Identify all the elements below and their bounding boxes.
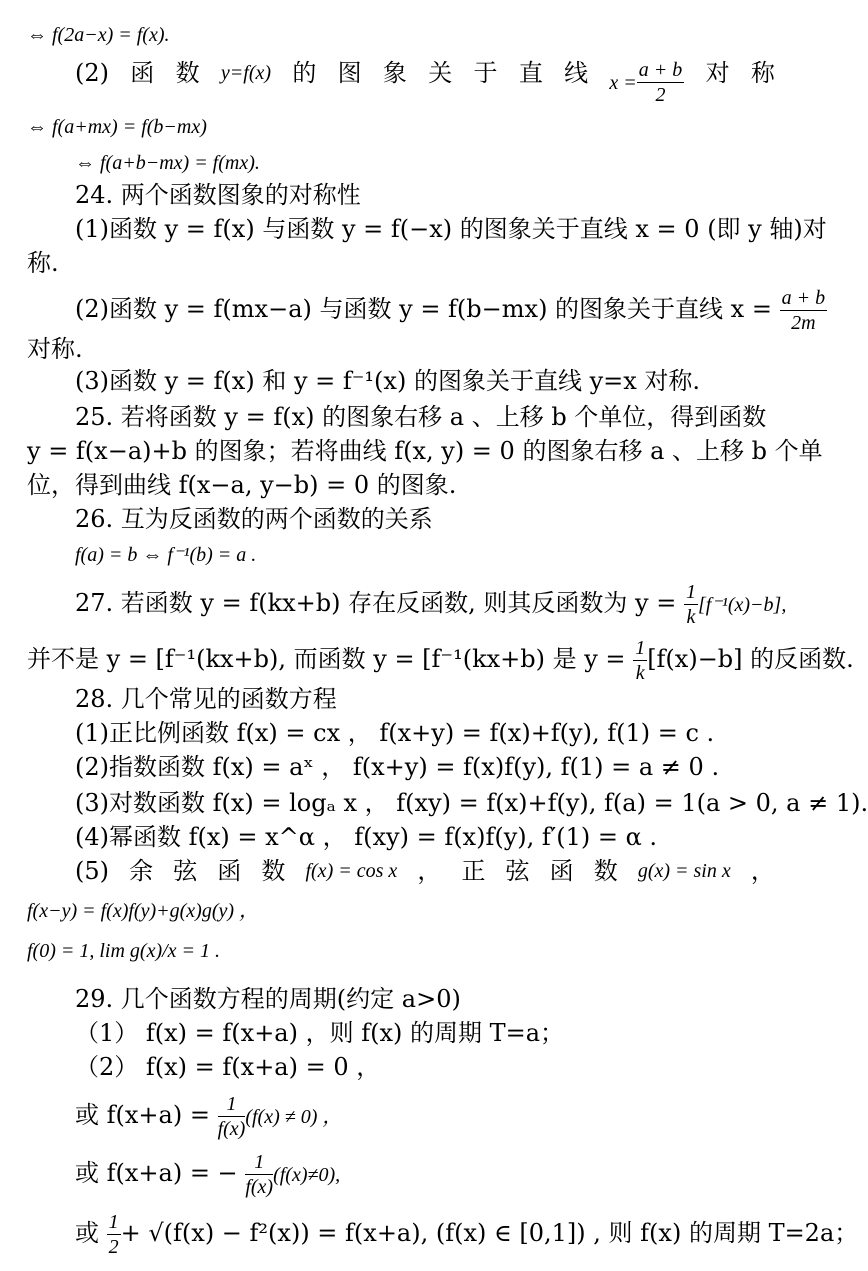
text-line: (3)对数函数 f(x) = logₐ x ， f(xy) = f(x)+f(y), f(a) = 1(a > 0, a ≠ 1). bbox=[75, 789, 868, 817]
text-line: 位，得到曲线 f(x−a, y−b) = 0 的图象. bbox=[27, 471, 457, 499]
text-line: (5) 余 弦 函 数 f(x) = cos x ， 正 弦 函 数 g(x) = sin x ， bbox=[75, 857, 775, 885]
section-heading: 26. 互为反函数的两个函数的关系 bbox=[75, 505, 433, 533]
text-line: (1)正比例函数 f(x) = cx ， f(x+y) = f(x)+f(y), f(1) = c . bbox=[75, 719, 715, 747]
fraction: $\frac{1}{k}$ bbox=[635, 637, 646, 684]
text-line: 或 f(x+a) = $\frac{1}{f(x)}$ (f(x) ≠ 0) ， bbox=[75, 1093, 343, 1140]
fraction: $\frac{1}{2}$ bbox=[108, 1211, 119, 1258]
text-line: ⇔ f(a+b−mx) = f(mx). bbox=[75, 152, 260, 174]
text-line: 并不是 y = [f⁻¹(kx+b), 而函数 y = [f⁻¹(kx+b) 是 y = $\frac{1}{k}$ [f(x)−b] 的反函数. bbox=[27, 637, 854, 684]
text-line: (4)幂函数 f(x) = x^α ， f(xy) = f(x)f(y), f′(1) = α . bbox=[75, 823, 658, 851]
section-heading: 25. 若将函数 y = f(x) 的图象右移 a 、上移 b 个单位，得到函数 bbox=[75, 403, 767, 431]
text-line: (2)函数 y = f(mx−a) 与函数 y = f(b−mx) 的图象关于直线 x = $\frac{a + b}{2m}$ bbox=[75, 287, 826, 334]
limit-expression: f(0) = 1, lim g(x)/x = 1 . bbox=[27, 940, 221, 962]
text-line: (1)函数 y = f(x) 与函数 y = f(−x) 的图象关于直线 x = 0 (即 y 轴)对 bbox=[75, 215, 827, 243]
fraction: $\frac{a + b}{2}$ bbox=[638, 59, 683, 106]
text-line: f(a) = b ⇔ f⁻¹(b) = a . bbox=[75, 544, 257, 566]
text-line: （2） f(x) = f(x+a) = 0 ， bbox=[75, 1053, 381, 1081]
text-line: (2)指数函数 f(x) = aˣ ， f(x+y) = f(x)f(y), f(1) = a ≠ 0 . bbox=[75, 753, 720, 781]
fraction: $\frac{a + b}{2m}$ bbox=[781, 287, 826, 334]
fraction: $\frac{1}{f(x)}$ bbox=[245, 1151, 274, 1198]
section-heading: 28. 几个常见的函数方程 bbox=[75, 685, 337, 713]
text-line: 27. 若函数 y = f(kx+b) 存在反函数, 则其反函数为 y = $\frac{1}{k}$ [f⁻¹(x)−b], bbox=[75, 581, 787, 628]
text-line: (3)函数 y = f(x) 和 y = f⁻¹(x) 的图象关于直线 y=x 对称. bbox=[75, 367, 701, 395]
fraction: $\frac{1}{f(x)}$ bbox=[217, 1093, 246, 1140]
text-line: ⇔ f(2a−x) = f(x). bbox=[27, 24, 170, 46]
fraction: $\frac{1}{k}$ bbox=[685, 581, 696, 628]
text-line: 或 f(x+a) = − $\frac{1}{f(x)}$ (f(x)≠0), bbox=[75, 1151, 341, 1198]
section-heading: 24. 两个函数图象的对称性 bbox=[75, 181, 361, 209]
text-line: (2) 函 数 y=f(x) 的 图 象 关 于 直 线 x = $\frac{a + b}{2}$ 对 称 bbox=[75, 59, 775, 106]
text-line: （1） f(x) = f(x+a) ，则 f(x) 的周期 T=a； bbox=[75, 1019, 565, 1047]
text-line: ⇔ f(a+mx) = f(b−mx) bbox=[27, 116, 207, 138]
text-line: 称. bbox=[27, 249, 59, 277]
text-line: y = f(x−a)+b 的图象；若将曲线 f(x, y) = 0 的图象右移 a 、上移 b 个单 bbox=[27, 437, 823, 465]
text-line: 或 $\frac{1}{2}$ + √(f(x) − f²(x)) = f(x+a), (f(x) ∈ [0,1]) , 则 f(x) 的周期 T=2a； bbox=[75, 1211, 859, 1258]
text-line: 对称. bbox=[27, 335, 83, 363]
section-heading: 29. 几个函数方程的周期(约定 a>0) bbox=[75, 985, 461, 1013]
text-line bbox=[27, 934, 220, 966]
text-line: f(x−y) = f(x)f(y)+g(x)g(y) ， bbox=[27, 900, 260, 922]
